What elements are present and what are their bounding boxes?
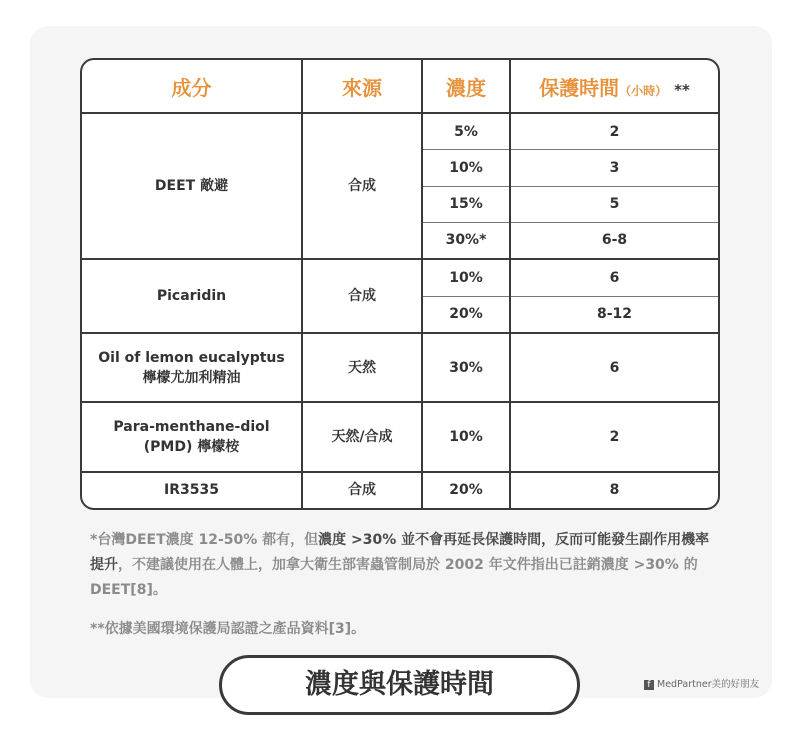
source-cell: 合成 [302,472,422,508]
ingredient-cell [82,333,302,402]
concentration-cell: 10% [422,259,510,296]
duration-cell: 6-8 [510,222,718,259]
table-header-row [82,60,718,113]
duration-cell: 8 [609,482,620,499]
duration-cell: 6 [510,259,718,296]
ingredient-name-zh: 檸檬尤加利精油 [142,369,241,386]
header-duration-mark: ** [674,80,690,99]
ingredient-cell: DEET 敵避 [82,113,302,259]
duration-cell: 2 [510,402,718,471]
ingredient-name-en: Para-menthane-diol [113,418,270,435]
footnote-deet-part2: ，不建議使用在人體上，加拿大衛生部害蟲管制局於 2002 年文件指出已註銷濃度 >30% 的 DEET[8]。 [90,557,698,598]
header-source: 來源 [302,60,422,113]
table-row [82,402,718,471]
ingredient-name-en: Oil of lemon eucalyptus [98,349,285,366]
footnote-deet [90,528,720,603]
concentration-cell: 30%* [422,222,510,259]
header-duration-unit: （小時） [619,83,668,98]
table-row [82,113,718,150]
header-ingredient: 成分 [82,60,302,113]
credit [644,676,759,690]
concentration-cell: 10% [422,402,510,471]
table-row [82,259,718,296]
ingredient-name-zh: (PMD) 檸檬桉 [143,439,240,456]
ingredient-cell: Picaridin [82,259,302,333]
duration-cell: 8-12 [510,296,718,333]
footnote-epa: **依據美國環境保護局認證之產品資料[3]。 [90,621,366,637]
duration-cell: 3 [510,150,718,186]
header-duration [510,60,718,113]
table-row [82,333,718,402]
header-duration-label: 保護時間 [539,75,620,100]
concentration-cell: 20% [422,472,510,508]
header-concentration: 濃度 [422,60,510,113]
source-cell: 合成 [302,113,422,259]
source-cell: 天然/合成 [302,402,422,471]
concentration-cell: 15% [422,186,510,222]
footnote-deet-emphasis: 濃度 >30% 並不會再延長保護時間，反而可能發生副作用機率提升 [90,532,710,573]
footnote-deet-part1: *台灣DEET濃度 12-50% 都有，但 [90,532,319,548]
facebook-icon: f [644,680,654,690]
caption-title: 濃度與保護時間 [219,655,580,715]
duration-cell: 2 [510,113,718,150]
source-cell: 天然 [302,333,422,402]
source-cell: 合成 [302,259,422,333]
repellent-table [80,58,720,510]
duration-cell: 6 [510,333,718,402]
credit-text: MedPartner美的好朋友 [657,679,760,690]
ingredient-cell [82,402,302,471]
ingredient-cell: IR3535 [82,472,302,508]
table-row [82,472,718,508]
duration-cell: 5 [510,186,718,222]
concentration-cell: 10% [422,150,510,186]
concentration-cell: 20% [422,296,510,333]
footnotes [90,528,720,656]
concentration-cell: 5% [422,113,510,150]
concentration-cell: 30% [422,333,510,402]
